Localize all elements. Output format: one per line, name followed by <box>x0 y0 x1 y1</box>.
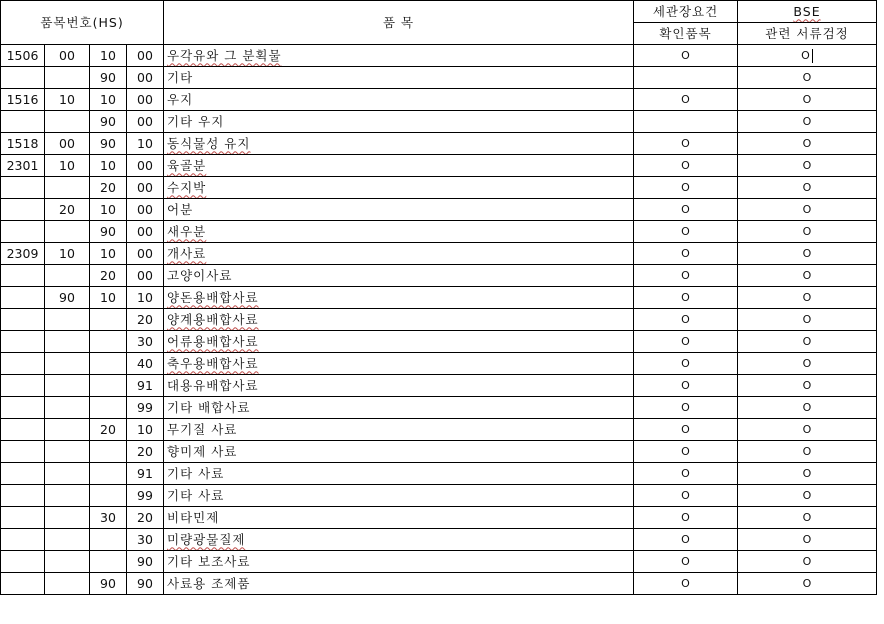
hs-subheading-cell <box>45 375 90 397</box>
bse-header-line2: 관련 서류검정 <box>738 23 877 45</box>
hs-subheading-cell <box>45 419 90 441</box>
bse-check-cell: O <box>738 89 877 111</box>
hs-sub3-cell: 00 <box>127 221 164 243</box>
table-row <box>1 111 877 133</box>
hs-subheading-cell <box>45 529 90 551</box>
hs-sub3-cell: 00 <box>127 111 164 133</box>
bse-check-cell: O <box>738 331 877 353</box>
hs-heading-cell: 1516 <box>1 89 45 111</box>
hs-sub3-cell: 00 <box>127 155 164 177</box>
hs-subheading-cell: 10 <box>45 89 90 111</box>
hs-sub2-cell <box>90 375 127 397</box>
customs-check-cell: O <box>634 221 738 243</box>
item-name-cell: 기타 사료 <box>164 463 634 485</box>
hs-heading-cell <box>1 221 45 243</box>
item-name-cell <box>164 133 634 155</box>
hs-sub3-cell: 10 <box>127 419 164 441</box>
hs-sub2-cell: 90 <box>90 133 127 155</box>
bse-check-cell: O <box>738 287 877 309</box>
hs-heading-cell <box>1 67 45 89</box>
hs-heading-cell <box>1 463 45 485</box>
hs-subheading-cell: 00 <box>45 133 90 155</box>
bse-check-cell: O <box>738 551 877 573</box>
table-row <box>1 463 877 485</box>
item-name-text: 축우용배합사료 <box>167 355 259 371</box>
item-name-cell <box>164 309 634 331</box>
table-row <box>1 353 877 375</box>
hs-sub3-cell: 91 <box>127 375 164 397</box>
hs-sub2-cell: 10 <box>90 89 127 111</box>
hs-subheading-cell <box>45 331 90 353</box>
table-row <box>1 375 877 397</box>
hs-heading-cell <box>1 199 45 221</box>
hs-heading-cell: 2301 <box>1 155 45 177</box>
table-row <box>1 89 877 111</box>
hs-heading-cell <box>1 309 45 331</box>
table-row <box>1 507 877 529</box>
hs-sub3-cell: 00 <box>127 89 164 111</box>
hs-sub3-cell: 30 <box>127 331 164 353</box>
customs-check-cell: O <box>634 155 738 177</box>
hs-sub3-cell: 00 <box>127 243 164 265</box>
hs-subheading-cell <box>45 309 90 331</box>
table-row <box>1 221 877 243</box>
hs-sub2-cell: 10 <box>90 45 127 67</box>
item-name-cell: 기타 사료 <box>164 485 634 507</box>
item-name-cell: 우지 <box>164 89 634 111</box>
bse-check-cell: O <box>738 353 877 375</box>
bse-check-cell: O <box>738 507 877 529</box>
customs-header-line1: 세관장요건 <box>634 1 738 23</box>
hs-sub3-cell: 91 <box>127 463 164 485</box>
bse-check-cell: O <box>738 111 877 133</box>
item-name-text: 개사료 <box>167 245 207 261</box>
item-name-cell <box>164 155 634 177</box>
hs-sub3-cell: 90 <box>127 573 164 595</box>
table-row <box>1 265 877 287</box>
hs-heading-cell <box>1 441 45 463</box>
item-name-cell <box>164 243 634 265</box>
item-name-cell <box>164 287 634 309</box>
table-row <box>1 287 877 309</box>
hs-sub3-cell: 00 <box>127 67 164 89</box>
item-name-cell: 기타 우지 <box>164 111 634 133</box>
table-row <box>1 419 877 441</box>
bse-check-cell: O <box>738 155 877 177</box>
item-name-cell <box>164 331 634 353</box>
hs-sub2-cell <box>90 331 127 353</box>
item-name-cell <box>164 45 634 67</box>
hs-sub3-cell: 20 <box>127 309 164 331</box>
bse-check-cell: O <box>738 243 877 265</box>
table-row <box>1 309 877 331</box>
hs-heading-cell <box>1 507 45 529</box>
customs-check-cell: O <box>634 287 738 309</box>
hs-subheading-cell <box>45 573 90 595</box>
hs-heading-cell <box>1 375 45 397</box>
bse-check-cell: O <box>738 463 877 485</box>
hs-sub3-cell: 00 <box>127 177 164 199</box>
item-name-cell: 기타 <box>164 67 634 89</box>
customs-check-cell: O <box>634 529 738 551</box>
customs-check-cell: O <box>634 463 738 485</box>
bse-check-cell: O <box>738 419 877 441</box>
item-name-text: 양계용배합사료 <box>167 311 259 327</box>
hs-heading-cell <box>1 551 45 573</box>
hs-sub2-cell: 20 <box>90 177 127 199</box>
hs-sub3-cell: 90 <box>127 551 164 573</box>
hs-heading-cell <box>1 287 45 309</box>
bse-check-cell: O <box>738 133 877 155</box>
hs-sub2-cell: 90 <box>90 111 127 133</box>
bse-check-cell: O <box>738 199 877 221</box>
hs-subheading-cell: 20 <box>45 199 90 221</box>
hs-sub2-cell <box>90 353 127 375</box>
hs-heading-cell: 2309 <box>1 243 45 265</box>
customs-check-cell: O <box>634 353 738 375</box>
hs-heading-cell <box>1 265 45 287</box>
hs-heading-cell <box>1 331 45 353</box>
hs-subheading-cell: 10 <box>45 155 90 177</box>
hs-sub2-cell: 10 <box>90 287 127 309</box>
bse-check-cell: O <box>738 573 877 595</box>
hs-sub2-cell <box>90 397 127 419</box>
table-row <box>1 199 877 221</box>
hs-subheading-cell <box>45 177 90 199</box>
customs-check-cell: O <box>634 265 738 287</box>
hs-heading-cell <box>1 177 45 199</box>
hs-sub2-cell: 90 <box>90 573 127 595</box>
customs-check-cell: O <box>634 243 738 265</box>
hs-sub3-cell: 99 <box>127 485 164 507</box>
item-name-cell <box>164 353 634 375</box>
item-name-text: 수지박 <box>167 179 207 195</box>
item-name-text: 양돈용배합사료 <box>167 289 259 305</box>
table-row <box>1 155 877 177</box>
item-name-text: 우각유와 그 분획물 <box>167 47 282 63</box>
hs-subheading-cell <box>45 485 90 507</box>
hs-sub3-cell: 10 <box>127 287 164 309</box>
hs-heading-cell <box>1 529 45 551</box>
bse-check-cell: O <box>738 375 877 397</box>
item-name-cell: 향미제 사료 <box>164 441 634 463</box>
hs-sub2-cell: 90 <box>90 221 127 243</box>
hs-sub3-cell: 20 <box>127 441 164 463</box>
hs-sub2-cell: 20 <box>90 419 127 441</box>
hs-sub3-cell: 20 <box>127 507 164 529</box>
customs-check-cell: O <box>634 507 738 529</box>
table-row <box>1 441 877 463</box>
hs-subheading-cell <box>45 507 90 529</box>
customs-check-cell: O <box>634 485 738 507</box>
hs-sub2-cell <box>90 529 127 551</box>
bse-check-cell: O <box>738 397 877 419</box>
customs-check-cell: O <box>634 309 738 331</box>
item-name-text: 어류용배합사료 <box>167 333 259 349</box>
table-row <box>1 133 877 155</box>
hs-sub2-cell: 30 <box>90 507 127 529</box>
table-row <box>1 177 877 199</box>
customs-check-cell <box>634 111 738 133</box>
bse-value-text: O <box>801 48 810 62</box>
customs-check-cell: O <box>634 375 738 397</box>
hs-sub2-cell: 90 <box>90 67 127 89</box>
hs-subheading-cell <box>45 463 90 485</box>
bse-check-cell: O <box>738 485 877 507</box>
hs-sub2-cell: 10 <box>90 155 127 177</box>
item-name-text: 미량광물질제 <box>167 531 246 547</box>
hs-sub2-cell <box>90 463 127 485</box>
customs-check-cell: O <box>634 199 738 221</box>
bse-header-line1 <box>738 1 877 23</box>
item-name-text: 육골분 <box>167 157 207 173</box>
hs-sub2-cell <box>90 485 127 507</box>
item-name-cell: 고양이사료 <box>164 265 634 287</box>
hs-subheading-cell: 10 <box>45 243 90 265</box>
hs-heading-cell <box>1 111 45 133</box>
bse-check-cell: O <box>738 309 877 331</box>
hs-subheading-cell <box>45 551 90 573</box>
item-name-cell: 어분 <box>164 199 634 221</box>
hs-heading-cell <box>1 397 45 419</box>
hs-heading-cell <box>1 419 45 441</box>
customs-check-cell: O <box>634 177 738 199</box>
hs-code-header: 품목번호(HS) <box>1 1 164 45</box>
hs-subheading-cell <box>45 221 90 243</box>
text-cursor <box>812 49 813 63</box>
hs-sub3-cell: 99 <box>127 397 164 419</box>
hs-subheading-cell <box>45 265 90 287</box>
hs-sub2-cell: 10 <box>90 243 127 265</box>
customs-check-cell: O <box>634 551 738 573</box>
table-body <box>1 45 877 595</box>
customs-check-cell: O <box>634 89 738 111</box>
customs-check-cell: O <box>634 573 738 595</box>
item-name-cell: 무기질 사료 <box>164 419 634 441</box>
hs-subheading-cell: 00 <box>45 45 90 67</box>
item-header: 품 목 <box>164 1 634 45</box>
hs-subheading-cell <box>45 441 90 463</box>
bse-check-cell: O <box>738 177 877 199</box>
table-row <box>1 529 877 551</box>
hs-sub3-cell: 00 <box>127 199 164 221</box>
item-name-text: 새우분 <box>167 223 207 239</box>
hs-sub2-cell <box>90 441 127 463</box>
bse-check-cell: O <box>738 441 877 463</box>
hs-sub3-cell: 30 <box>127 529 164 551</box>
customs-check-cell: O <box>634 331 738 353</box>
header-row-1 <box>1 1 877 23</box>
item-name-cell <box>164 529 634 551</box>
item-name-cell <box>164 221 634 243</box>
hs-subheading-cell <box>45 353 90 375</box>
bse-check-cell: O <box>738 67 877 89</box>
hs-heading-cell <box>1 485 45 507</box>
item-name-cell: 사료용 조제품 <box>164 573 634 595</box>
hs-sub2-cell <box>90 551 127 573</box>
customs-check-cell: O <box>634 133 738 155</box>
hs-sub2-cell: 20 <box>90 265 127 287</box>
item-name-cell: 대용유배합사료 <box>164 375 634 397</box>
item-name-cell: 기타 보조사료 <box>164 551 634 573</box>
hs-sub3-cell: 40 <box>127 353 164 375</box>
hs-sub3-cell: 00 <box>127 265 164 287</box>
item-name-text: 동식물성 유지 <box>167 135 251 151</box>
table-row <box>1 67 877 89</box>
hs-sub3-cell: 00 <box>127 45 164 67</box>
bse-check-cell: O <box>738 221 877 243</box>
hs-sub3-cell: 10 <box>127 133 164 155</box>
hs-heading-cell <box>1 573 45 595</box>
table-row <box>1 243 877 265</box>
table-row <box>1 331 877 353</box>
table-row <box>1 485 877 507</box>
bse-check-cell <box>738 45 877 67</box>
bse-check-cell: O <box>738 265 877 287</box>
customs-check-cell <box>634 67 738 89</box>
hs-heading-cell: 1506 <box>1 45 45 67</box>
item-name-cell <box>164 177 634 199</box>
hs-sub2-cell <box>90 309 127 331</box>
item-name-cell: 비타민제 <box>164 507 634 529</box>
customs-check-cell: O <box>634 397 738 419</box>
hs-subheading-cell <box>45 67 90 89</box>
customs-header-line2: 확인품목 <box>634 23 738 45</box>
hs-subheading-cell: 90 <box>45 287 90 309</box>
table-row <box>1 573 877 595</box>
hs-heading-cell <box>1 353 45 375</box>
customs-check-cell: O <box>634 441 738 463</box>
customs-check-cell: O <box>634 45 738 67</box>
item-name-cell: 기타 배합사료 <box>164 397 634 419</box>
hs-heading-cell: 1518 <box>1 133 45 155</box>
hs-subheading-cell <box>45 397 90 419</box>
table-row <box>1 551 877 573</box>
table-row <box>1 397 877 419</box>
customs-check-cell: O <box>634 419 738 441</box>
table-row <box>1 45 877 67</box>
bse-header-text: BSE <box>793 3 821 19</box>
hs-sub2-cell: 10 <box>90 199 127 221</box>
hs-subheading-cell <box>45 111 90 133</box>
bse-check-cell: O <box>738 529 877 551</box>
